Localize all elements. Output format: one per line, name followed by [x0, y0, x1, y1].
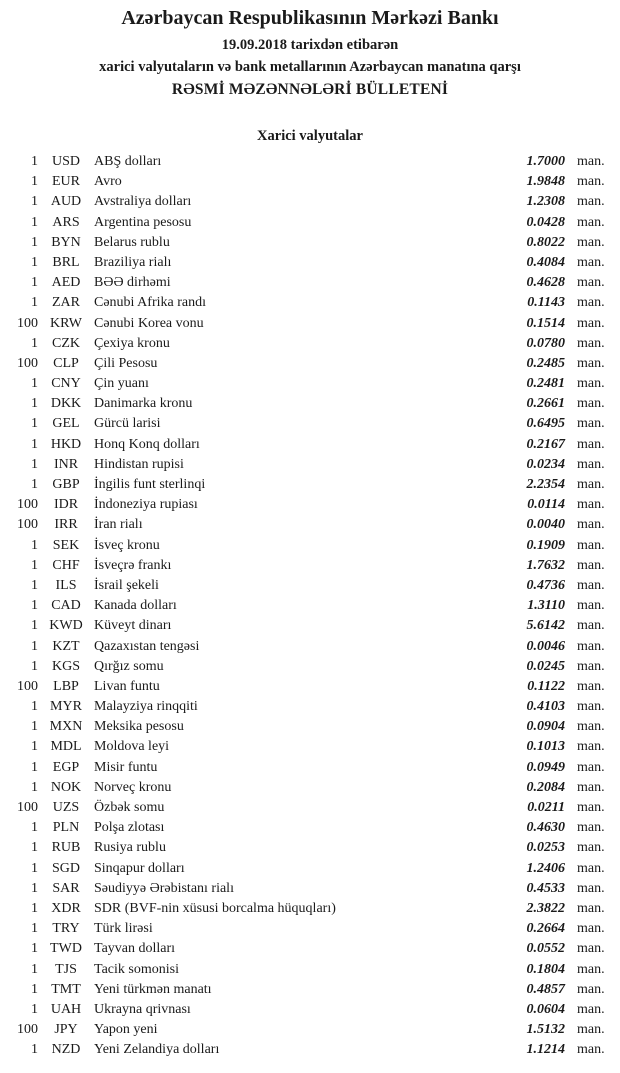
unit-cell: man. [577, 557, 605, 573]
currency-code-cell: PLN [52, 820, 80, 836]
currency-code-cell: UAH [50, 1001, 82, 1017]
currency-name-cell: Çin yuanı [94, 376, 149, 392]
currency-code-cell: BRL [52, 254, 80, 270]
table-row [0, 1040, 620, 1060]
currency-code-cell: TWD [50, 941, 82, 957]
quantity-cell: 100 [17, 678, 38, 694]
unit-cell: man. [577, 154, 605, 169]
unit-cell: man. [577, 497, 605, 513]
unit-cell: man. [577, 1022, 605, 1038]
table-row [0, 939, 620, 959]
rate-cell: 0.1804 [526, 961, 565, 977]
rate-cell: 0.0253 [526, 840, 565, 856]
rate-cell: 0.2661 [526, 396, 565, 412]
rate-cell: 0.1909 [526, 537, 565, 553]
rate-cell: 2.3822 [526, 900, 565, 916]
rate-cell: 0.4630 [526, 820, 565, 836]
table-row [0, 435, 620, 455]
unit-cell: man. [577, 1042, 605, 1058]
currency-name-cell: Malayziya rinqqiti [94, 699, 198, 715]
table-row [0, 778, 620, 798]
unit-cell: man. [577, 618, 605, 634]
quantity-cell: 100 [17, 497, 38, 513]
currency-code-cell: ARS [52, 214, 80, 230]
quantity-cell: 1 [31, 577, 38, 593]
currency-code-cell: GBP [52, 477, 80, 492]
quantity-cell: 1 [31, 739, 38, 755]
quantity-cell: 1 [31, 840, 38, 856]
table-row [0, 818, 620, 838]
currency-name-cell: Tacik somonisi [94, 961, 179, 977]
currency-name-cell: Yapon yeni [94, 1022, 158, 1038]
currency-name-cell: Danimarka kronu [94, 396, 193, 412]
currency-code-cell: CAD [51, 598, 81, 614]
unit-cell: man. [577, 275, 605, 291]
rate-cell: 1.7000 [526, 154, 565, 169]
currency-code-cell: CZK [52, 335, 80, 351]
quantity-cell: 1 [31, 1042, 38, 1058]
table-row [0, 455, 620, 475]
scope-line: xarici valyutaların və bank metallarının Azərbaycan manatına qarşı [99, 59, 521, 75]
rate-cell: 1.7632 [526, 557, 565, 573]
quantity-cell: 1 [31, 416, 38, 432]
unit-cell: man. [577, 840, 605, 856]
unit-cell: man. [577, 214, 605, 230]
unit-cell: man. [577, 295, 605, 311]
rate-cell: 0.0040 [526, 517, 565, 533]
unit-cell: man. [577, 517, 605, 533]
table-row [0, 192, 620, 212]
currency-name-cell: Kanada dolları [94, 598, 177, 614]
currency-table [0, 152, 620, 1060]
unit-cell: man. [577, 921, 605, 937]
table-row [0, 354, 620, 374]
quantity-cell: 1 [31, 779, 38, 795]
currency-code-cell: IDR [53, 497, 79, 513]
quantity-cell: 1 [31, 638, 38, 654]
currency-code-cell: KZT [52, 638, 80, 654]
currency-code-cell: IRR [54, 517, 78, 533]
rate-cell: 0.4103 [526, 699, 565, 715]
currency-name-cell: Gürcü larisi [94, 416, 161, 432]
table-row [0, 515, 620, 535]
currency-name-cell: Çili Pesosu [94, 355, 158, 371]
currency-name-cell: Avro [94, 174, 122, 190]
table-row [0, 697, 620, 717]
currency-name-cell: Norveç kronu [94, 779, 172, 795]
currency-name-cell: İngilis funt sterlinqi [94, 477, 206, 492]
table-row [0, 758, 620, 778]
table-row [0, 980, 620, 1000]
rate-cell: 5.6142 [526, 618, 565, 634]
quantity-cell: 1 [31, 295, 38, 311]
table-row [0, 798, 620, 818]
section-title-foreign-currencies: Xarici valyutalar [257, 128, 363, 144]
currency-name-cell: Çexiya kronu [94, 335, 170, 351]
table-row [0, 919, 620, 939]
table-row [0, 879, 620, 899]
currency-name-cell: Misir funtu [94, 759, 158, 775]
table-row [0, 737, 620, 757]
quantity-cell: 1 [31, 335, 38, 351]
table-row [0, 637, 620, 657]
rate-cell: 0.0211 [527, 800, 565, 815]
currency-code-cell: ILS [55, 577, 77, 593]
unit-cell: man. [577, 315, 605, 331]
unit-cell: man. [577, 860, 605, 876]
table-row [0, 677, 620, 697]
unit-cell: man. [577, 981, 605, 997]
quantity-cell: 100 [17, 315, 38, 331]
currency-name-cell: İran rialı [94, 517, 143, 533]
currency-name-cell: İsrail şekeli [94, 577, 159, 593]
quantity-cell: 1 [31, 275, 38, 291]
quantity-cell: 1 [31, 618, 38, 634]
currency-name-cell: Qazaxıstan tengəsi [94, 638, 200, 654]
rate-cell: 0.2084 [526, 779, 565, 795]
rate-cell: 0.2167 [526, 436, 565, 452]
quantity-cell: 1 [31, 699, 38, 715]
currency-code-cell: JPY [54, 1022, 78, 1038]
currency-name-cell: İsveç kronu [94, 537, 160, 553]
unit-cell: man. [577, 699, 605, 715]
unit-cell: man. [577, 800, 605, 815]
rate-cell: 0.1143 [527, 295, 565, 311]
table-row [0, 960, 620, 980]
quantity-cell: 1 [31, 658, 38, 674]
bank-name-title: Azərbaycan Respublikasının Mərkəzi Bankı [121, 7, 499, 29]
table-row [0, 596, 620, 616]
rate-cell: 0.2664 [526, 921, 565, 937]
currency-code-cell: MXN [49, 719, 83, 735]
rate-cell: 0.2485 [526, 355, 565, 371]
currency-name-cell: Honq Konq dolları [94, 436, 200, 452]
table-row [0, 899, 620, 919]
unit-cell: man. [577, 174, 605, 190]
quantity-cell: 1 [31, 174, 38, 190]
currency-code-cell: INR [53, 456, 79, 472]
currency-name-cell: Rusiya rublu [94, 840, 166, 856]
unit-cell: man. [577, 477, 605, 492]
rate-cell: 1.2308 [526, 194, 565, 210]
table-row [0, 1000, 620, 1020]
quantity-cell: 1 [31, 961, 38, 977]
table-row [0, 172, 620, 192]
unit-cell: man. [577, 577, 605, 593]
currency-code-cell: SAR [52, 880, 80, 896]
unit-cell: man. [577, 779, 605, 795]
currency-code-cell: AUD [50, 194, 82, 210]
rate-cell: 1.5132 [526, 1022, 565, 1038]
currency-code-cell: UZS [52, 800, 80, 815]
quantity-cell: 1 [31, 194, 38, 210]
currency-code-cell: BYN [51, 234, 81, 250]
currency-name-cell: Avstraliya dolları [94, 194, 192, 210]
unit-cell: man. [577, 234, 605, 250]
currency-name-cell: Meksika pesosu [94, 719, 184, 735]
currency-name-cell: SDR (BVF-nin xüsusi borcalma hüquqları) [94, 900, 336, 916]
rate-cell: 1.1214 [526, 1042, 565, 1058]
currency-name-cell: Yeni türkmən manatı [94, 981, 212, 997]
table-row [0, 536, 620, 556]
quantity-cell: 100 [17, 355, 38, 371]
unit-cell: man. [577, 355, 605, 371]
currency-code-cell: USD [51, 154, 80, 169]
unit-cell: man. [577, 759, 605, 775]
quantity-cell: 1 [31, 234, 38, 250]
quantity-cell: 1 [31, 376, 38, 392]
bulletin-header [0, 0, 620, 99]
unit-cell: man. [577, 396, 605, 412]
currency-name-cell: Yeni Zelandiya dolları [94, 1042, 220, 1058]
table-row [0, 334, 620, 354]
unit-cell: man. [577, 739, 605, 755]
currency-code-cell: KWD [49, 618, 83, 634]
table-row [0, 414, 620, 434]
rate-cell: 1.2406 [526, 860, 565, 876]
rate-cell: 0.0046 [526, 638, 565, 654]
quantity-cell: 1 [31, 921, 38, 937]
quantity-cell: 1 [31, 456, 38, 472]
quantity-cell: 1 [31, 880, 38, 896]
currency-name-cell: Küveyt dinarı [94, 618, 172, 634]
table-row [0, 657, 620, 677]
rate-cell: 0.0234 [526, 456, 565, 472]
unit-cell: man. [577, 880, 605, 896]
unit-cell: man. [577, 941, 605, 957]
rate-cell: 0.4084 [526, 254, 565, 270]
currency-name-cell: Cənubi Afrika randı [94, 295, 206, 311]
currency-name-cell: Argentina pesosu [94, 214, 192, 230]
table-row [0, 838, 620, 858]
currency-code-cell: MDL [50, 739, 82, 755]
unit-cell: man. [577, 678, 605, 694]
currency-code-cell: RUB [51, 840, 81, 856]
currency-name-cell: Sinqapur dolları [94, 860, 185, 876]
table-row [0, 374, 620, 394]
bulletin-title: RƏSMİ MƏZƏNNƏLƏRİ BÜLLETENİ [171, 81, 449, 98]
rate-cell: 0.4628 [526, 275, 565, 291]
currency-code-cell: XDR [51, 900, 81, 916]
table-row [0, 576, 620, 596]
table-row [0, 314, 620, 334]
unit-cell: man. [577, 254, 605, 270]
unit-cell: man. [577, 820, 605, 836]
unit-cell: man. [577, 1001, 605, 1017]
rate-cell: 0.4736 [526, 577, 565, 593]
table-row [0, 293, 620, 313]
table-row [0, 152, 620, 172]
rate-cell: 0.0114 [527, 497, 565, 513]
unit-cell: man. [577, 719, 605, 735]
table-row [0, 717, 620, 737]
currency-code-cell: CHF [52, 557, 80, 573]
rate-cell: 1.9848 [526, 174, 565, 190]
table-row [0, 394, 620, 414]
rate-cell: 0.0604 [526, 1001, 565, 1017]
currency-code-cell: EGP [52, 759, 80, 775]
unit-cell: man. [577, 335, 605, 351]
unit-cell: man. [577, 537, 605, 553]
table-row [0, 475, 620, 495]
currency-name-cell: Polşa zlotası [94, 820, 165, 836]
currency-code-cell: TRY [52, 921, 80, 937]
table-row [0, 233, 620, 253]
quantity-cell: 1 [31, 860, 38, 876]
rate-cell: 0.8022 [526, 234, 565, 250]
rate-cell: 2.2354 [526, 477, 565, 492]
unit-cell: man. [577, 194, 605, 210]
currency-code-cell: NOK [50, 779, 82, 795]
table-row [0, 273, 620, 293]
currency-code-cell: MYR [50, 699, 82, 715]
table-row [0, 859, 620, 879]
unit-cell: man. [577, 376, 605, 392]
table-row [0, 1020, 620, 1040]
currency-code-cell: TMT [51, 981, 81, 997]
currency-code-cell: GEL [52, 416, 80, 432]
unit-cell: man. [577, 658, 605, 674]
quantity-cell: 1 [31, 537, 38, 553]
rate-cell: 0.0245 [526, 658, 565, 674]
currency-code-cell: DKK [50, 396, 82, 412]
quantity-cell: 1 [31, 900, 38, 916]
quantity-cell: 100 [17, 1022, 38, 1038]
quantity-cell: 1 [31, 981, 38, 997]
quantity-cell: 100 [17, 800, 38, 815]
currency-name-cell: İndoneziya rupiası [94, 497, 198, 513]
rate-cell: 1.3110 [527, 598, 565, 614]
currency-name-cell: Özbək somu [94, 800, 165, 815]
quantity-cell: 1 [31, 820, 38, 836]
currency-code-cell: HKD [50, 436, 82, 452]
currency-name-cell: Belarus rublu [94, 234, 170, 250]
currency-code-cell: SEK [52, 537, 80, 553]
unit-cell: man. [577, 436, 605, 452]
currency-name-cell: ABŞ dolları [94, 154, 162, 169]
currency-code-cell: CLP [53, 355, 79, 371]
currency-name-cell: Qırğız somu [94, 658, 164, 674]
unit-cell: man. [577, 900, 605, 916]
quantity-cell: 1 [31, 598, 38, 614]
rate-cell: 0.1514 [526, 315, 565, 331]
currency-code-cell: LBP [53, 678, 79, 694]
currency-name-cell: Moldova leyi [94, 739, 170, 755]
currency-name-cell: Türk lirəsi [94, 921, 153, 937]
rate-cell: 0.0904 [526, 719, 565, 735]
currency-code-cell: NZD [51, 1042, 81, 1058]
table-row [0, 253, 620, 273]
currency-name-cell: Hindistan rupisi [94, 456, 184, 472]
currency-code-cell: EUR [52, 174, 80, 190]
quantity-cell: 1 [31, 477, 38, 492]
currency-code-cell: KGS [51, 658, 80, 674]
quantity-cell: 1 [31, 1001, 38, 1017]
quantity-cell: 1 [31, 214, 38, 230]
currency-name-cell: İsveçrə frankı [94, 557, 172, 573]
rate-cell: 0.0780 [526, 335, 565, 351]
currency-code-cell: SGD [51, 860, 80, 876]
table-row [0, 556, 620, 576]
currency-name-cell: Cənubi Korea vonu [94, 315, 204, 331]
rate-cell: 0.1122 [527, 678, 565, 694]
currency-name-cell: Braziliya rialı [94, 254, 172, 270]
currency-code-cell: AED [51, 275, 81, 291]
rate-cell: 0.0552 [526, 941, 565, 957]
currency-code-cell: ZAR [52, 295, 80, 311]
rate-cell: 0.4857 [526, 981, 565, 997]
unit-cell: man. [577, 638, 605, 654]
currency-code-cell: TJS [55, 961, 77, 977]
table-row [0, 213, 620, 233]
rate-cell: 0.0428 [526, 214, 565, 230]
unit-cell: man. [577, 961, 605, 977]
quantity-cell: 1 [31, 396, 38, 412]
unit-cell: man. [577, 598, 605, 614]
currency-name-cell: Səudiyyə Ərəbistanı rialı [94, 880, 234, 896]
table-row [0, 495, 620, 515]
quantity-cell: 1 [31, 719, 38, 735]
quantity-cell: 1 [31, 254, 38, 270]
unit-cell: man. [577, 456, 605, 472]
currency-code-cell: CNY [51, 376, 81, 392]
rate-cell: 0.2481 [526, 376, 565, 392]
quantity-cell: 1 [31, 154, 38, 169]
currency-name-cell: Livan funtu [94, 678, 160, 694]
currency-name-cell: Tayvan dolları [94, 941, 176, 957]
quantity-cell: 1 [31, 759, 38, 775]
quantity-cell: 100 [17, 517, 38, 533]
quantity-cell: 1 [31, 557, 38, 573]
currency-name-cell: Ukrayna qrivnası [94, 1001, 191, 1017]
effective-date-line: 19.09.2018 tarixdən etibarən [221, 37, 399, 53]
rate-cell: 0.4533 [526, 880, 565, 896]
quantity-cell: 1 [31, 436, 38, 452]
table-row [0, 616, 620, 636]
currency-code-cell: KRW [50, 315, 82, 331]
rate-cell: 0.0949 [526, 759, 565, 775]
rate-cell: 0.1013 [526, 739, 565, 755]
rate-cell: 0.6495 [526, 416, 565, 432]
quantity-cell: 1 [31, 941, 38, 957]
currency-name-cell: BƏƏ dirhəmi [94, 275, 171, 291]
unit-cell: man. [577, 416, 605, 432]
